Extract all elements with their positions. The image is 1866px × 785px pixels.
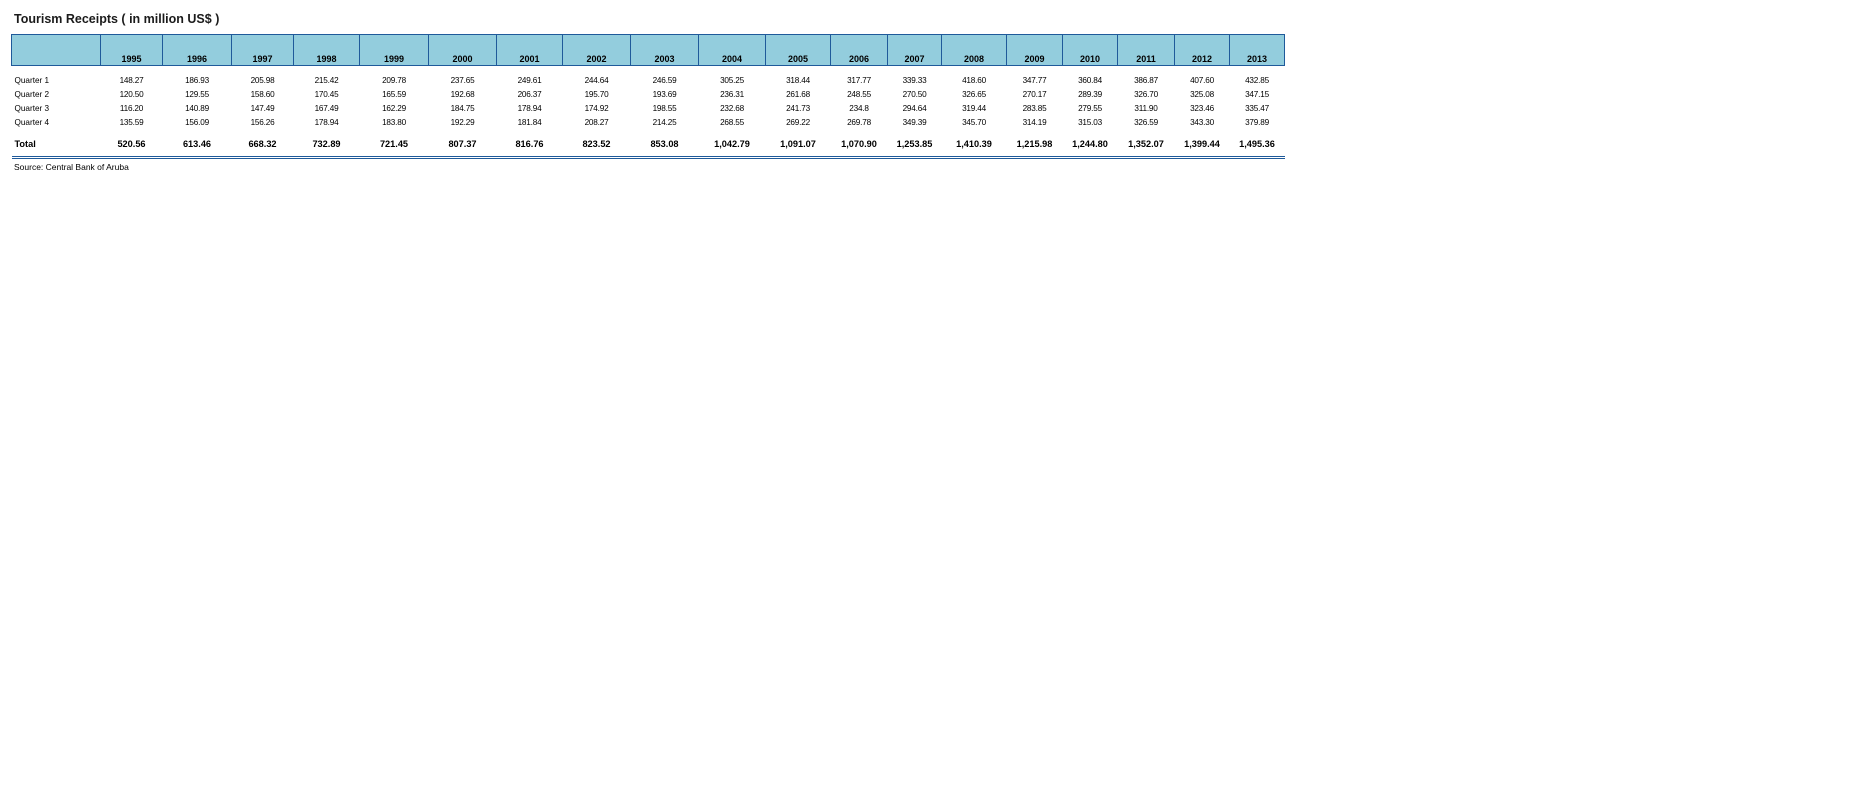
spacer-row — [12, 130, 1285, 137]
table-cell: 325.08 — [1190, 90, 1214, 99]
document — [11, 11, 1277, 173]
year-header: 1995 — [101, 35, 163, 66]
table-cell: 311.90 — [1134, 104, 1158, 113]
table-cell: 140.89 — [185, 104, 209, 113]
table-row — [12, 102, 1285, 116]
total-cell: 1,091.07 — [780, 139, 816, 149]
table-cell: 326.70 — [1134, 90, 1158, 99]
table-cell: 208.27 — [584, 118, 609, 127]
table-cell: 135.59 — [119, 118, 144, 127]
table-cell: 158.60 — [250, 90, 275, 99]
header-row — [12, 35, 1285, 66]
table-cell: 326.65 — [962, 90, 986, 99]
total-cell: 1,244.80 — [1072, 139, 1108, 149]
table-cell: 379.89 — [1245, 118, 1269, 127]
table-cell: 343.30 — [1190, 118, 1214, 127]
table-row — [12, 116, 1285, 130]
total-cell: 1,070.90 — [841, 139, 877, 149]
total-row — [12, 137, 1285, 151]
table-cell: 318.44 — [786, 76, 810, 85]
table-cell: 174.92 — [584, 104, 609, 113]
table-cell: 347.77 — [1022, 76, 1047, 85]
year-header: 1996 — [163, 35, 232, 66]
year-header: 2000 — [429, 35, 497, 66]
table-cell: 323.46 — [1190, 104, 1214, 113]
table-bottom-rule — [12, 151, 1285, 158]
table-cell: 270.50 — [902, 90, 927, 99]
table-cell: 335.47 — [1245, 104, 1269, 113]
table-cell: 345.70 — [962, 118, 986, 127]
table-cell: 192.29 — [450, 118, 475, 127]
table-cell: 193.69 — [652, 90, 677, 99]
table-cell: 244.64 — [584, 76, 609, 85]
table-cell: 178.94 — [314, 118, 339, 127]
table-body — [12, 66, 1285, 158]
table-cell: 147.49 — [250, 104, 275, 113]
total-cell: 823.52 — [582, 139, 611, 149]
table-cell: 349.39 — [902, 118, 927, 127]
table-cell: 205.98 — [250, 76, 275, 85]
total-cell: 1,253.85 — [896, 139, 933, 149]
table-cell: 261.68 — [786, 90, 810, 99]
table-cell: 156.26 — [250, 118, 275, 127]
table-cell: 294.64 — [902, 104, 927, 113]
table-cell: 186.93 — [185, 76, 209, 85]
table-cell: 232.68 — [720, 104, 744, 113]
total-cell: 1,495.36 — [1239, 139, 1275, 149]
year-header: 1999 — [360, 35, 429, 66]
year-header: 2004 — [699, 35, 766, 66]
table-cell: 181.84 — [517, 118, 542, 127]
table-cell: 314.19 — [1022, 118, 1047, 127]
table-cell: 270.17 — [1022, 90, 1047, 99]
total-cell: 613.46 — [182, 139, 212, 149]
spacer-row — [12, 66, 1285, 75]
year-header: 2010 — [1063, 35, 1118, 66]
table-cell: 418.60 — [962, 76, 986, 85]
table-cell: 241.73 — [786, 104, 810, 113]
table-cell: 178.94 — [517, 104, 542, 113]
table-cell: 246.59 — [652, 76, 677, 85]
total-cell: 1,410.39 — [956, 139, 992, 149]
year-header: 2012 — [1175, 35, 1230, 66]
table-cell: 360.84 — [1078, 76, 1102, 85]
table-row — [12, 88, 1285, 102]
table-cell: 214.25 — [652, 118, 677, 127]
table-cell: 268.55 — [720, 118, 744, 127]
table-cell: 120.50 — [119, 90, 144, 99]
table-row — [12, 74, 1285, 88]
table-cell: 319.44 — [962, 104, 986, 113]
total-cell: 668.32 — [248, 139, 277, 149]
total-cell: 807.37 — [448, 139, 477, 149]
year-header: 1998 — [294, 35, 360, 66]
table-cell: 305.25 — [720, 76, 744, 85]
table-cell: 407.60 — [1190, 76, 1214, 85]
table-cell: 317.77 — [847, 76, 871, 85]
total-label: Total — [14, 139, 36, 149]
year-header: 2011 — [1118, 35, 1175, 66]
total-cell: 1,042.79 — [714, 139, 750, 149]
table-cell: 234.8 — [849, 104, 869, 113]
table-cell: 206.37 — [517, 90, 542, 99]
table-cell: 326.59 — [1134, 118, 1158, 127]
table-cell: 279.55 — [1078, 104, 1102, 113]
year-header: 2007 — [888, 35, 942, 66]
row-label: Quarter 2 — [14, 90, 50, 99]
table-cell: 269.78 — [847, 118, 871, 127]
page-title: Tourism Receipts ( in million US$ ) — [14, 12, 220, 26]
row-label: Quarter 4 — [14, 118, 50, 127]
table-cell: 315.03 — [1078, 118, 1102, 127]
total-cell: 1,215.98 — [1016, 139, 1053, 149]
table-cell: 248.55 — [847, 90, 871, 99]
year-header: 2001 — [497, 35, 563, 66]
table-cell: 116.20 — [119, 104, 144, 113]
table-cell: 156.09 — [185, 118, 209, 127]
table-cell: 347.15 — [1245, 90, 1269, 99]
table-cell: 339.33 — [902, 76, 927, 85]
table-cell: 192.68 — [450, 90, 475, 99]
table-cell: 283.85 — [1022, 104, 1047, 113]
total-cell: 1,399.44 — [1184, 139, 1220, 149]
table-cell: 184.75 — [450, 104, 475, 113]
tourism-receipts-table — [11, 34, 1285, 159]
total-cell: 732.89 — [312, 139, 341, 149]
total-cell: 816.76 — [515, 139, 544, 149]
year-header: 1997 — [232, 35, 294, 66]
table-cell: 236.31 — [720, 90, 744, 99]
year-header: 2005 — [766, 35, 831, 66]
table-cell: 289.39 — [1078, 90, 1102, 99]
year-header: 2002 — [563, 35, 631, 66]
table-cell: 237.65 — [450, 76, 475, 85]
year-header: 2003 — [631, 35, 699, 66]
table-cell: 269.22 — [786, 118, 810, 127]
year-header: 2013 — [1230, 35, 1285, 66]
table-cell: 162.29 — [382, 104, 406, 113]
table-cell: 215.42 — [314, 76, 339, 85]
table-cell: 195.70 — [584, 90, 609, 99]
total-cell: 721.45 — [379, 139, 409, 149]
table-cell: 129.55 — [185, 90, 209, 99]
year-header: 2006 — [831, 35, 888, 66]
table-cell: 167.49 — [314, 104, 339, 113]
table-cell: 170.45 — [314, 90, 339, 99]
table-cell: 148.27 — [119, 76, 144, 85]
year-header: 2008 — [942, 35, 1007, 66]
row-label: Quarter 3 — [14, 104, 50, 113]
table-cell: 198.55 — [652, 104, 677, 113]
year-header: 2009 — [1007, 35, 1063, 66]
total-cell: 520.56 — [117, 139, 146, 149]
source-note: Source: Central Bank of Aruba — [14, 162, 129, 172]
header-corner — [12, 35, 101, 66]
total-cell: 853.08 — [650, 139, 679, 149]
table-cell: 165.59 — [382, 90, 406, 99]
row-label: Quarter 1 — [14, 76, 50, 85]
table-cell: 249.61 — [517, 76, 542, 85]
table-cell: 386.87 — [1134, 76, 1158, 85]
total-cell: 1,352.07 — [1128, 139, 1164, 149]
table-cell: 183.80 — [382, 118, 406, 127]
table-cell: 209.78 — [382, 76, 406, 85]
table-cell: 432.85 — [1245, 76, 1269, 85]
